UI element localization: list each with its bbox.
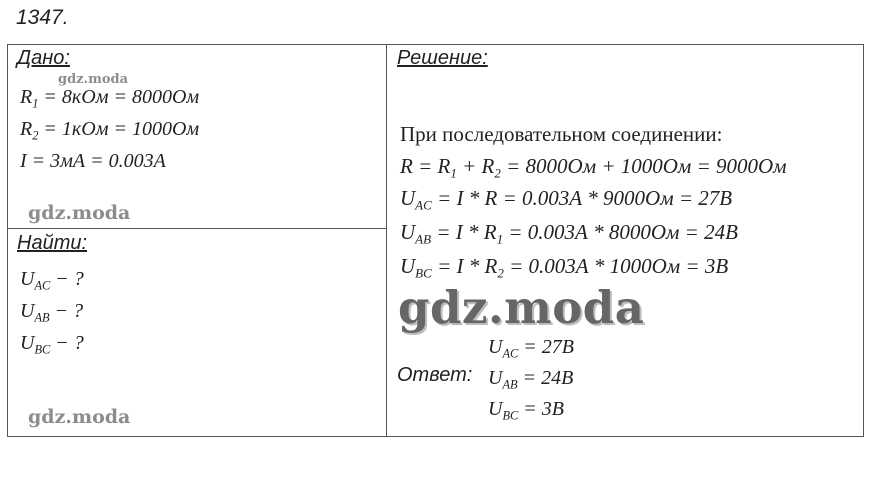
watermark-find: gdz.moda bbox=[28, 406, 131, 428]
solution-total-resistance: $R = R_1 + R_2 = 8000Ом + 1000Ом = 9000Ом$ bbox=[400, 154, 787, 181]
given-r2: $R_2 = 1кОм = 1000Ом$ bbox=[20, 118, 200, 143]
answer-label: Ответ: bbox=[397, 364, 473, 386]
given-find-divider bbox=[7, 228, 387, 229]
find-uac: $U_{AC}$ − ? bbox=[20, 268, 84, 293]
problem-number: 1347. bbox=[16, 6, 69, 29]
solution-uac: $U_{AC} = I * R = 0.003А * 9000Ом = 27В$ bbox=[400, 186, 733, 213]
solution-intro: При последовательном соединении: bbox=[400, 122, 723, 146]
given-r1: $R_1 = 8кОм = 8000Ом$ bbox=[20, 86, 200, 111]
watermark-given: gdz.moda bbox=[28, 202, 131, 224]
given-current: I = 3мА = 0.003А bbox=[20, 150, 166, 172]
watermark-small: gdz.moda bbox=[58, 72, 129, 87]
find-ubc: $U_{BC}$ − ? bbox=[20, 332, 84, 357]
watermark-large: gdz.moda bbox=[398, 281, 645, 334]
find-header: Найти: bbox=[17, 232, 88, 254]
solution-uab: $U_{AB} = I * R_1 = 0.003А * 8000Ом = 24В$ bbox=[400, 220, 738, 247]
answer-uac: $U_{AC} = 27В$ bbox=[488, 336, 575, 361]
column-divider bbox=[386, 44, 387, 437]
answer-ubc: $U_{BC} = 3В$ bbox=[488, 398, 565, 423]
solution-header: Решение: bbox=[397, 47, 488, 69]
answer-uab: $U_{AB} = 24В$ bbox=[488, 367, 574, 392]
given-header: Дано: bbox=[17, 47, 70, 69]
solution-ubc: $U_{BC} = I * R_2 = 0.003А * 1000Ом = 3В$ bbox=[400, 254, 729, 281]
find-uab: $U_{AB}$ − ? bbox=[20, 300, 84, 325]
